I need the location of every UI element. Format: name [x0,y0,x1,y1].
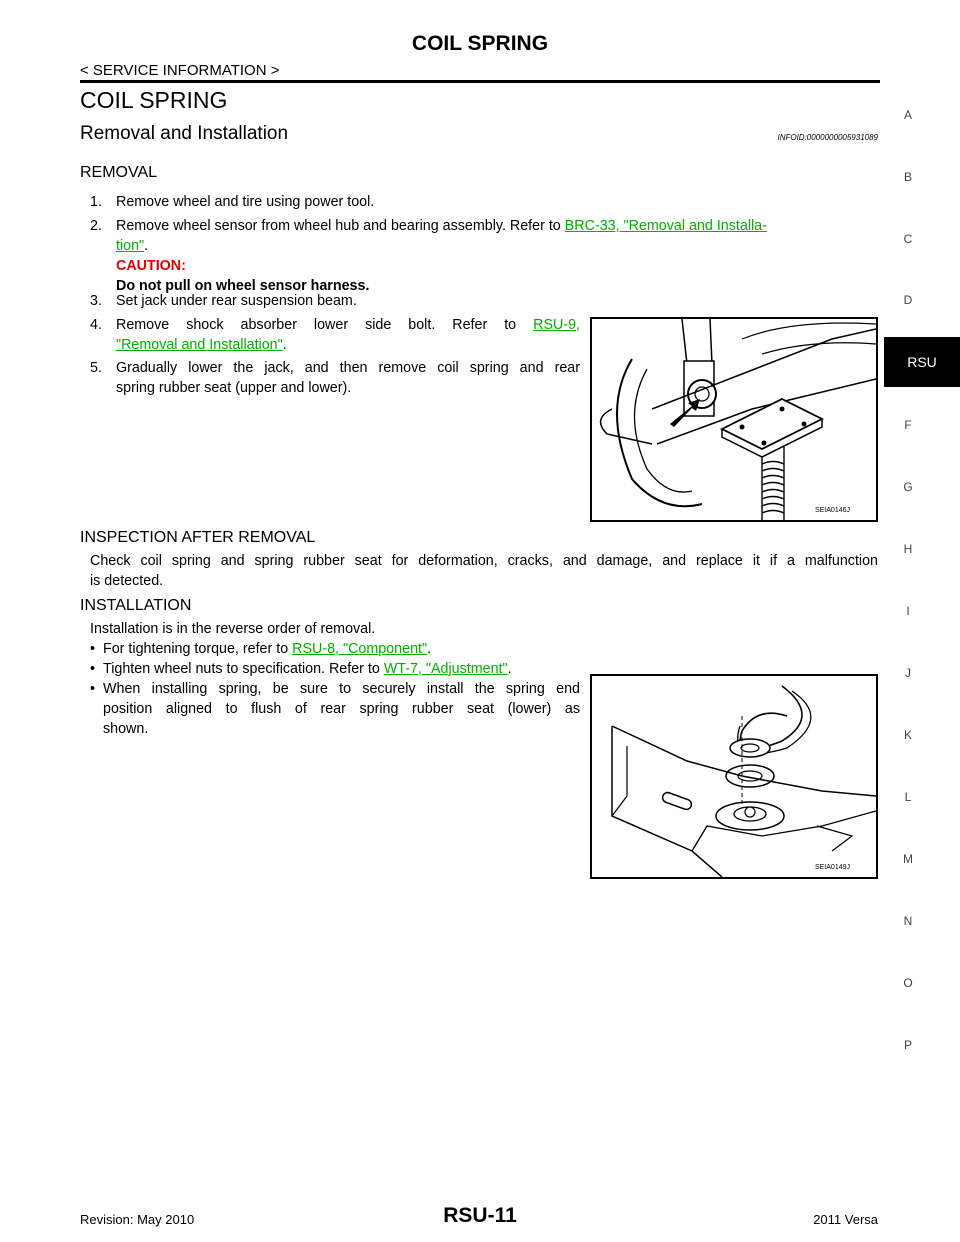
bullet-line-2: position aligned to flush of rear spring rubber seat (lower) as [103,701,580,717]
sidebar-letter-n[interactable]: N [903,914,913,928]
link-rsu-9-cont[interactable]: "Removal and Installation" [116,337,283,353]
caution-label: CAUTION: [116,258,186,274]
sidebar-tab-rsu[interactable]: RSU [884,337,960,387]
sidebar-letter-i[interactable]: I [906,604,910,618]
bullet-text: Tighten wheel nuts to specification. Refer to [103,661,380,677]
page-header-title: COIL SPRING [411,32,549,55]
figure-shock-absorber-bolt [590,317,878,522]
bullet-text: For tightening torque, refer to [103,641,289,657]
sidebar-letter-k[interactable]: K [903,728,912,742]
sidebar-letter-d[interactable]: D [903,293,913,307]
inspection-text [90,551,878,591]
footer-revision: Revision: May 2010 [80,1212,195,1227]
removal-step-5 [90,358,580,398]
step-number: 3. [90,293,102,309]
spring-seat-illustration [592,676,876,877]
removal-step-4 [90,315,580,355]
step-number: 1. [90,194,102,210]
breadcrumb: < SERVICE INFORMATION > [80,62,280,79]
link-brc-33[interactable]: BRC-33, "Removal and Installa- [564,218,767,234]
step-number: 4. [90,317,102,333]
caution-text: Do not pull on wheel sensor harness. [116,278,370,294]
sidebar-letter-b[interactable]: B [903,170,912,184]
sidebar-letter-c[interactable]: C [903,232,913,246]
header-divider [80,80,880,83]
sidebar-letter-a[interactable]: A [903,108,912,122]
inspection-line-2: is detected. [90,573,164,589]
inspection-heading: INSPECTION AFTER REMOVAL [80,529,316,546]
link-wt-7[interactable]: WT-7, "Adjustment" [383,661,508,677]
period: . [144,238,149,254]
sidebar-letter-p[interactable]: P [903,1038,912,1052]
sidebar-letter-o[interactable]: O [903,976,913,990]
section-title: COIL SPRING [80,87,228,113]
removal-step-2 [90,216,880,296]
installation-bullet-3 [90,679,580,739]
installation-bullet-1 [90,639,580,659]
sidebar-letter-g[interactable]: G [903,480,913,494]
sidebar-letter-j[interactable]: J [905,666,911,680]
removal-heading: REMOVAL [80,164,158,181]
link-rsu-9[interactable]: RSU-9, [533,317,580,333]
bullet-line-3: shown. [103,721,149,737]
inspection-line-1: Check coil spring and spring rubber seat for deformation, cracks, and damage, and replace it if a malfunction [90,553,878,569]
step-text: Remove wheel sensor from wheel hub and bearing assembly. Refer to [116,218,561,234]
step-text-line-1: Gradually lower the jack, and then remove coil spring and rear [116,360,580,376]
period: . [282,337,287,353]
step-number: 5. [90,360,102,376]
figure-code: SEIA0149J [814,864,850,871]
link-rsu-8[interactable]: RSU-8, "Component" [292,641,428,657]
installation-heading: INSTALLATION [80,597,192,614]
period: . [427,641,432,657]
sidebar-letter-f[interactable]: F [904,418,912,432]
step-text: Remove wheel and tire using power tool. [116,194,375,210]
step-text: Remove shock absorber lower side bolt. Refer to [116,317,517,333]
period: . [507,661,512,677]
step-number: 2. [90,218,102,234]
bullet: • [90,661,96,677]
step-text-line-2: spring rubber seat (upper and lower). [116,380,352,396]
subsection-title: Removal and Installation [80,123,289,144]
step-text: Set jack under rear suspension beam. [116,293,357,309]
installation-intro: Installation is in the reverse order of removal. [90,621,376,637]
footer-page-number: RSU-11 [443,1204,517,1227]
figure-spring-seat [590,674,878,879]
sidebar-letter-h[interactable]: H [903,542,913,556]
bullet-line-1: When installing spring, be sure to securely install the spring end [103,681,580,697]
shock-absorber-illustration [592,319,876,520]
info-id: INFOID:0000000005931089 [777,133,878,142]
installation-bullet-2 [90,659,580,679]
bullet: • [90,681,96,697]
footer-model: 2011 Versa [813,1212,878,1227]
bullet: • [90,641,96,657]
sidebar-letter-m[interactable]: M [903,852,913,866]
figure-code: SEIA0146J [814,507,850,514]
sidebar-letter-l[interactable]: L [904,790,912,804]
link-brc-33-cont[interactable]: tion" [116,238,145,254]
